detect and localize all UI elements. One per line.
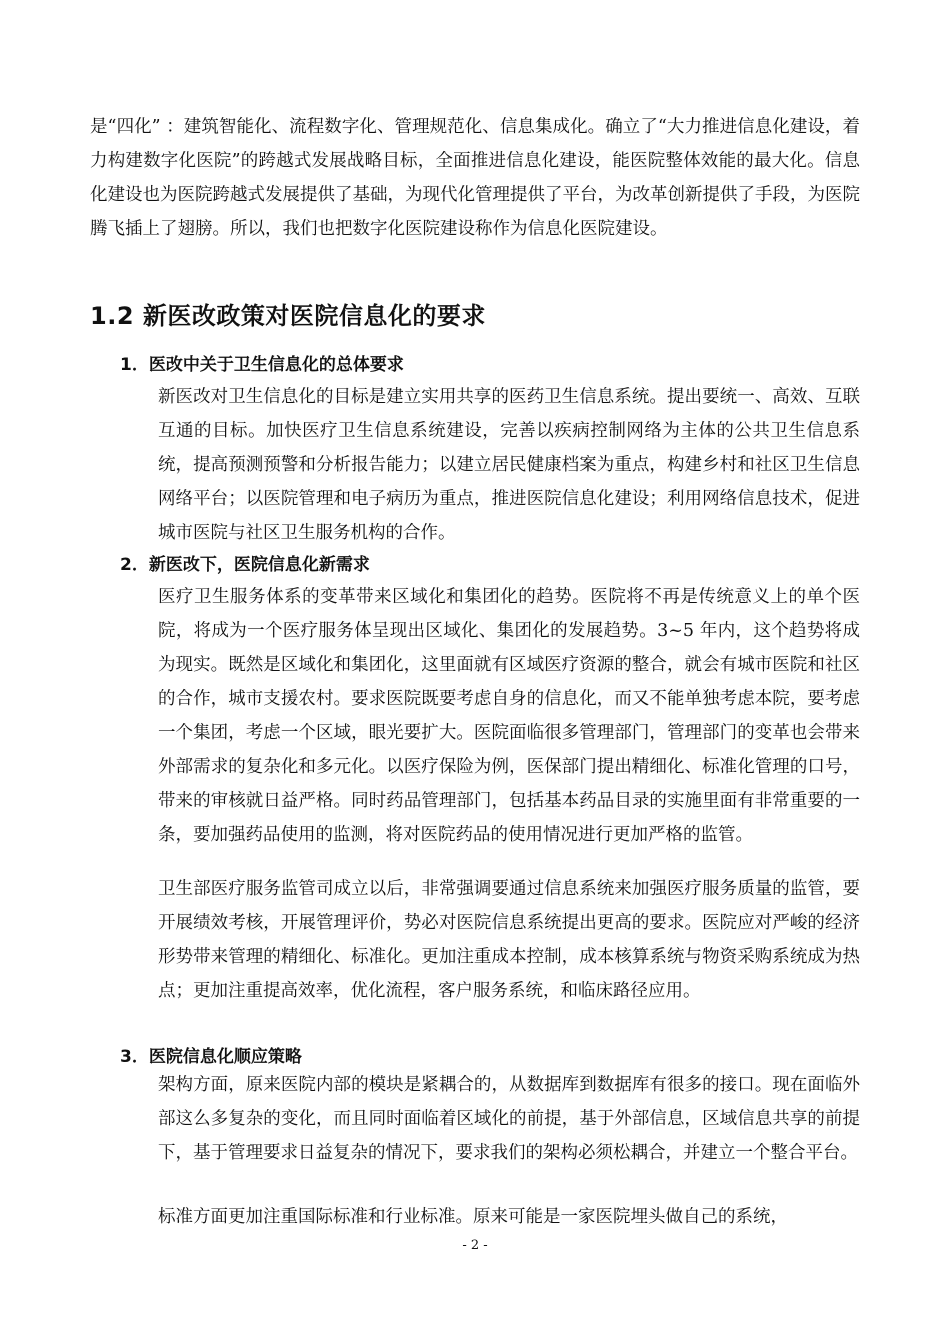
page-number: - 2 - [462,1238,488,1253]
subsection-2-paragraph-1: 医疗卫生服务体系的变革带来区域化和集团化的趋势。医院将不再是传统意义上的单个医院，将成为一个医疗服务体呈现出区域化、集团化的发展趋势。3~5 年内，这个趋势将成为现实。既然是区域化和集团化，这里面就有区域医疗资源的整合，就会有城市医院和社区的合作，城市支援农村。要求医院既要考虑自身的信息化，而又不能单独考虑本院，要考虑一个集团，考虑一个区域，眼光要扩大。医院面临很多管理部门，管理部门的变革也会带来外部需求的复杂化和多元化。以医疗保险为例，医保部门提出精细化、标准化管理的口号，带来的审核就日益严格。同时药品管理部门，包括基本药品目录的实施里面有非常重要的一条，要加强药品使用的监测，将对医院药品的使用情况进行更加严格的监管。 [158,587,860,845]
subsection-1-paragraph-1: 新医改对卫生信息化的目标是建立实用共享的医药卫生信息系统。提出要统一、高效、互联互通的目标。加快医疗卫生信息系统建设，完善以疾病控制网络为主体的公共卫生信息系统，提高预测预警和分析报告能力；以建立居民健康档案为重点，构建乡村和社区卫生信息网络平台；以医院管理和电子病历为重点，推进医院信息化建设；利用网络信息技术，促进城市医院与社区卫生服务机构的合作。 [158,387,860,543]
subsection-3-paragraph-1: 架构方面，原来医院内部的模块是紧耦合的，从数据库到数据库有很多的接口。现在面临外部这么多复杂的变化，而且同时面临着区域化的前提，基于外部信息，区域信息共享的前提下，基于管理要求日益复杂的情况下，要求我们的架构必须松耦合，并建立一个整合平台。 [158,1075,860,1163]
intro-paragraph: 是“四化” ：建筑智能化、流程数字化、管理规范化、信息集成化。确立了“大力推进信息化建设，着力构建数字化医院”的跨越式发展战略目标，全面推进信息化建设，能医院整体效能的最大化。信息化建设也为医院跨越式发展提供了基础，为现代化管理提供了平台，为改革创新提供了手段，为医院腾飞插上了翅膀。所以，我们也把数字化医院建设称作为信息化医院建设。 [90,117,860,239]
subsection-3-paragraph-2: 标准方面更加注重国际标准和行业标准。原来可能是一家医院埋头做自己的系统， [158,1207,788,1227]
subsection-heading-1: 1．医改中关于卫生信息化的总体要求 [120,355,404,375]
subsection-heading-2: 2．新医改下，医院信息化新需求 [120,555,370,575]
subsection-2-paragraph-2: 卫生部医疗服务监管司成立以后，非常强调要通过信息系统来加强医疗服务质量的监管，要开展绩效考核，开展管理评价，势必对医院信息系统提出更高的要求。医院应对严峻的经济形势带来管理的精细化、标准化。更加注重成本控制，成本核算系统与物资采购系统成为热点；更加注重提高效率，优化流程，客户服务系统，和临床路径应用。 [158,879,860,1001]
section-title: 1.2 新医改政策对医院信息化的要求 [90,302,486,330]
subsection-heading-3: 3．医院信息化顺应策略 [120,1047,302,1067]
